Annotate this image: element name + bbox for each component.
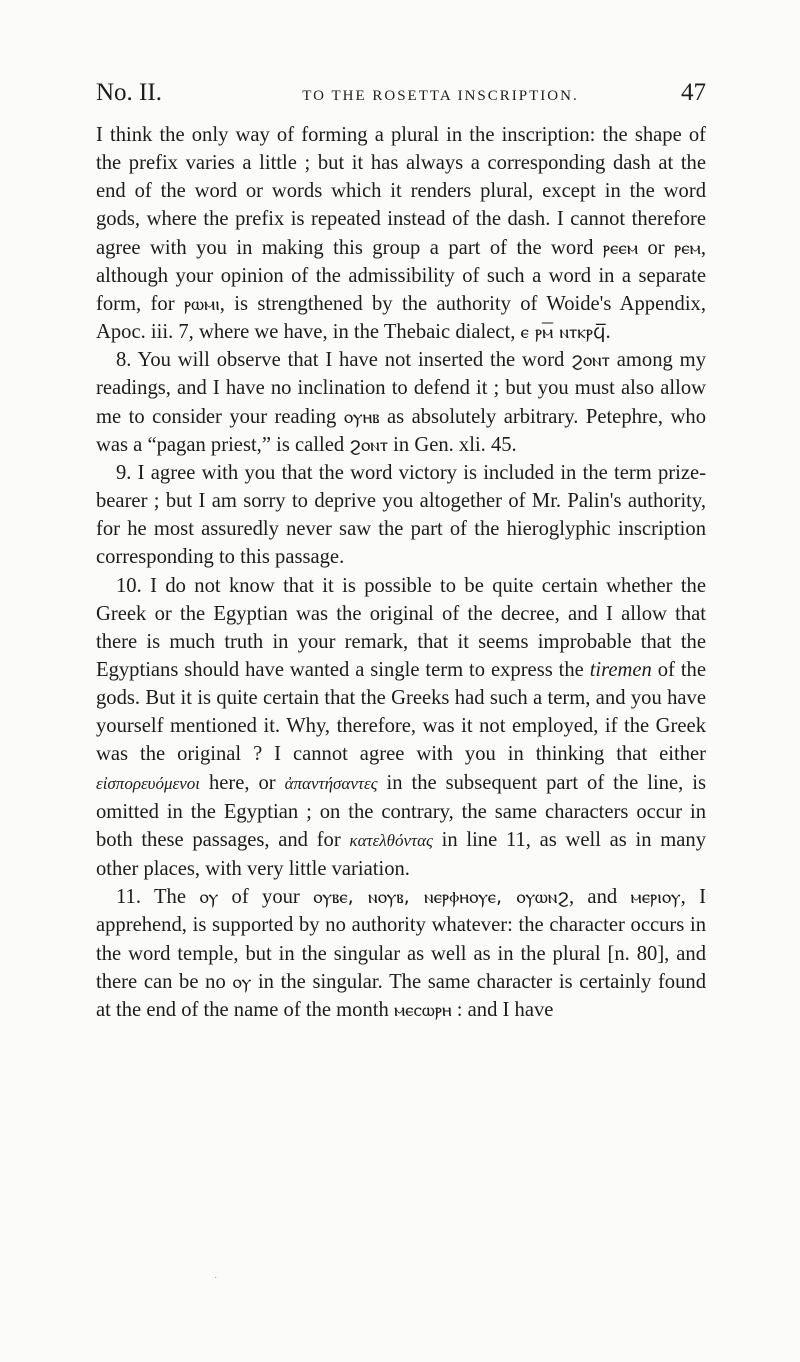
paragraph-10: 10. I do not know that it is possible to be quite certain whether the Greek or the Egyptian was the original of the decree, and I allow that there is much truth in your remark, that it seems improbable that the Egyptians should have wanted a single term to express the tiremen of the gods. But it is quite certain that the Greeks had such a term, and you have yourself mentioned it. Why, therefore, was it not employed, if the Greek was the original ? I cannot agree with you in thinking that either εἰσπορευόμενοι here, or ἀπαντήσαντες in the subsequent part of the line, is omitted in the Egyptian ; on the contrary, the same characters occur in both these passages, and for κατελθόντας in line 11, as well as in many other places, with very little variation. [96, 574, 706, 881]
body-text [96, 121, 706, 1024]
coptic-word: ⲣⲉⲉⲙ [602, 236, 639, 259]
coptic-phrase: ⲉ ⲣⲙ̅ ⲛⲧⲕⲣϥ̅ [520, 321, 606, 344]
coptic-word: ϩⲟⲛⲧ [571, 349, 610, 372]
running-title: TO THE ROSETTA INSCRIPTION. [302, 88, 579, 104]
greek-word: κατελθόντας [349, 830, 433, 850]
coptic-word: ⲟⲩ [232, 970, 252, 993]
print-speck: · [214, 1273, 218, 1284]
italic-term: tiremen [589, 658, 652, 681]
greek-word: εἰσπορευόμενοι [96, 773, 200, 793]
coptic-word: ⲟⲩⲏⲃ [343, 405, 380, 428]
coptic-word: ϩⲟⲛⲧ [349, 433, 388, 456]
coptic-word: ⲣⲉⲙ [674, 236, 701, 259]
paragraph-9: 9. I agree with you that the word victory is included in the term prize-bearer ; but I am sorry to deprive you altogether of Mr. Palin's authority, for he most assuredly never saw the part of the hieroglyphic inscription corresponding to this passage. [96, 461, 706, 569]
running-head [96, 78, 706, 111]
coptic-word: ⲙⲉⲥⲱⲣⲏ [393, 998, 452, 1021]
coptic-word: ⲙⲉⲣⲓⲟⲩ [630, 886, 681, 909]
page-number: 47 [680, 79, 706, 106]
section-number: No. II. [96, 79, 162, 106]
coptic-word-list: ⲟⲩⲃⲉ, ⲛⲟⲩⲃ, ⲛⲉⲣⲫⲏⲟⲩⲉ, ⲟⲩⲱⲛϩ [313, 886, 569, 909]
paragraph-11: 11. The ⲟⲩ of your ⲟⲩⲃⲉ, ⲛⲟⲩⲃ, ⲛⲉⲣⲫⲏⲟⲩⲉ, ⲟⲩⲱⲛϩ, and ⲙⲉⲣⲓⲟⲩ, I apprehend, is supported by no authority whatever: the character occurs in the word temple, but in the singular as well as in the plural [n. 80], and there can be no ⲟⲩ in the singular. The same character is certainly found at the end of the name of the month ⲙⲉⲥⲱⲣⲏ : and I have [96, 886, 706, 1021]
coptic-word: ⲣⲱⲙⲓ [183, 292, 220, 315]
coptic-word: ⲟⲩ [199, 886, 219, 909]
greek-word: ἀπαντήσαντες [284, 773, 378, 793]
paragraph-8: 8. You will observe that I have not inserted the word ϩⲟⲛⲧ among my readings, and I have no inclination to defend it ; but you must also allow me to consider your reading ⲟⲩⲏⲃ as absolutely arbitrary. Petephre, who was a “pagan priest,” is called ϩⲟⲛⲧ in Gen. xli. 45. [96, 349, 706, 456]
paragraph-intro: I think the only way of forming a plural in the inscription: the shape of the prefix varies a little ; but it has always a corresponding dash at the end of the word or words which it renders plural, except in the word gods, where the prefix is repeated instead of the dash. I cannot therefore agree with you in making this group a part of the word ⲣⲉⲉⲙ or ⲣⲉⲙ, although your opinion of the admissibility of such a word in a separate form, for ⲣⲱⲙⲓ, is strengthened by the authority of Woide's Appendix, Apoc. iii. 7, where we have, in the Thebaic dialect, ⲉ ⲣⲙ̅ ⲛⲧⲕⲣϥ̅. [96, 124, 707, 344]
